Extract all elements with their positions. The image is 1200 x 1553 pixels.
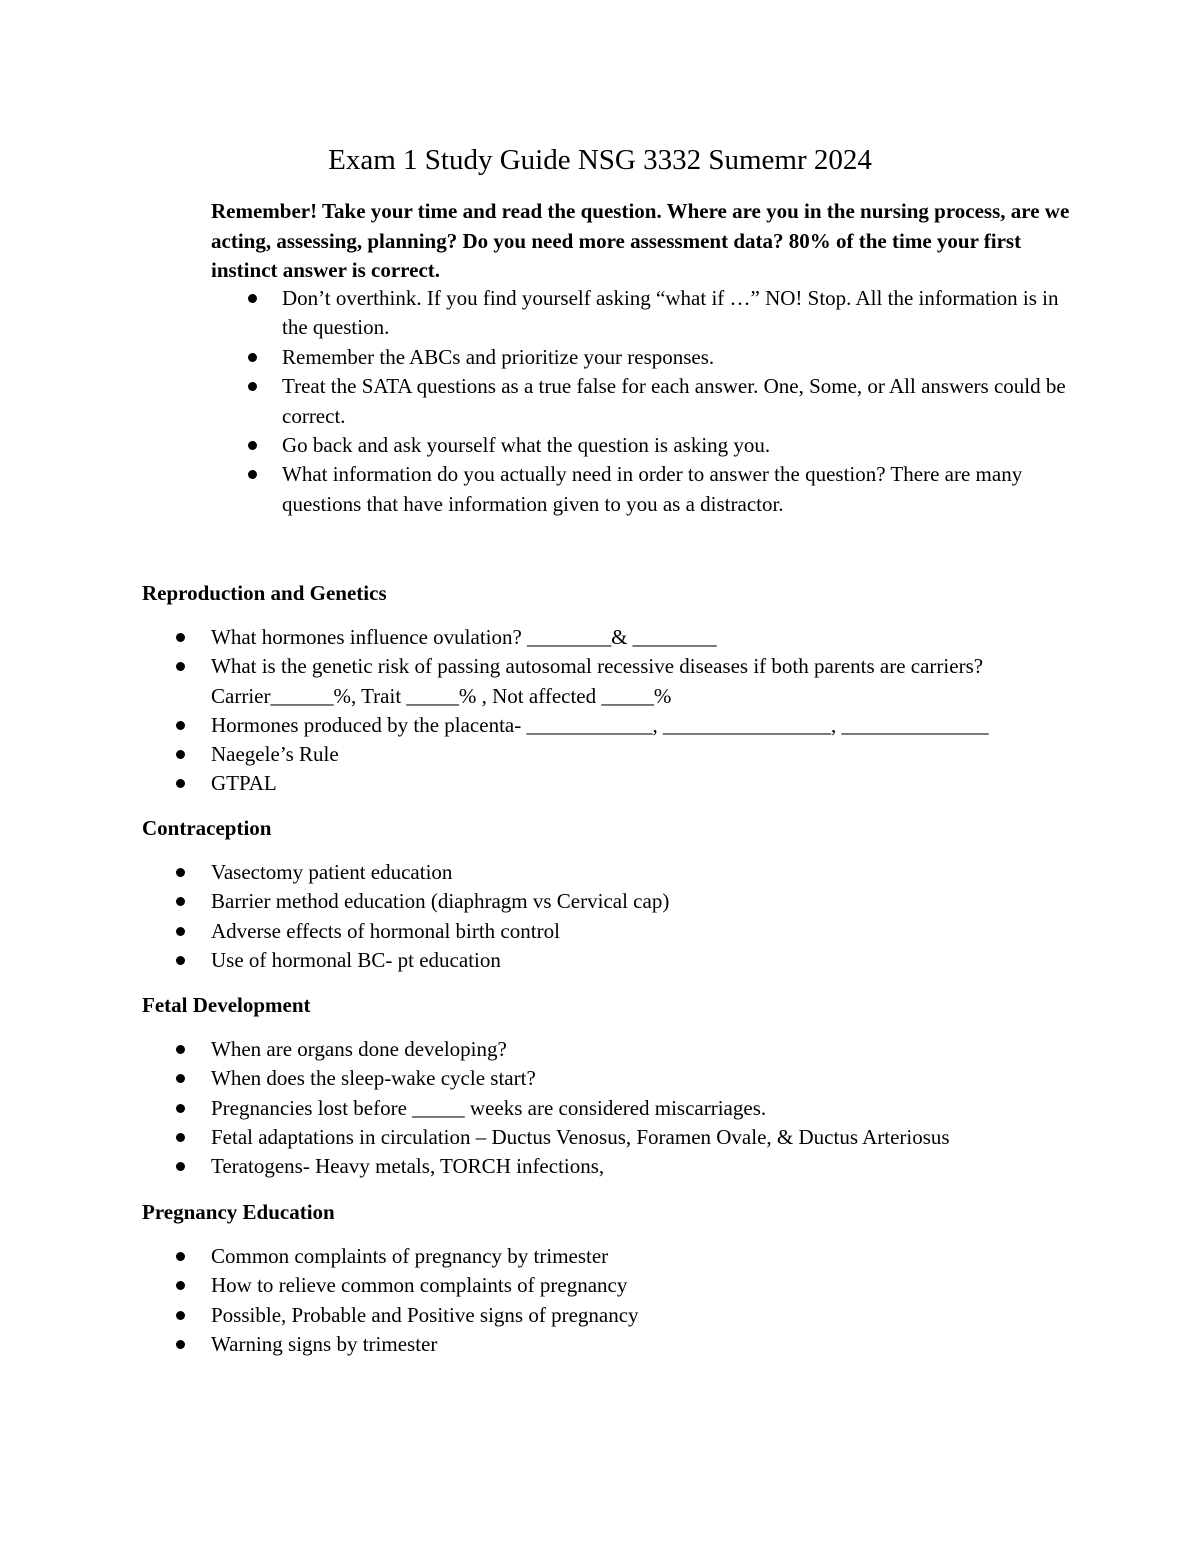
section-pregnancy-education (142, 1198, 1082, 1359)
bullet-icon (176, 721, 185, 730)
list-item-text: How to relieve common complaints of pregnancy (211, 1273, 628, 1298)
tip-text: What information do you actually need in order to answer the question? There are many questions that have information given to you as a distractor. (282, 462, 1023, 516)
bullet-icon (176, 779, 185, 788)
list-item-text: Teratogens- Heavy metals, TORCH infections, (211, 1154, 605, 1179)
list-item-text: What is the genetic risk of passing autosomal recessive diseases if both parents are carriers? Carrier______%, Trait _____% , Not affected _____% (211, 654, 984, 708)
tip-text: Remember the ABCs and prioritize your responses. (282, 344, 715, 369)
bullet-icon (176, 662, 185, 671)
bullet-icon (176, 927, 185, 936)
section-heading: Fetal Development (142, 993, 311, 1017)
section-list (142, 1242, 1082, 1359)
list-item-text: When are organs done developing? (211, 1037, 507, 1061)
list-item (142, 711, 1082, 740)
section-heading: Reproduction and Genetics (142, 581, 387, 605)
section-list (142, 623, 1082, 799)
list-item-text: Vasectomy patient education (211, 860, 453, 884)
list-item (142, 740, 1082, 769)
list-item (142, 1035, 1082, 1064)
bullet-icon (248, 294, 257, 303)
bullet-icon (176, 633, 185, 642)
bullet-icon (176, 1074, 185, 1083)
list-item-text: Adverse effects of hormonal birth control (211, 918, 560, 943)
section-contraception (142, 814, 1082, 975)
bullet-icon (176, 1045, 185, 1054)
bullet-icon (248, 470, 257, 479)
tip-item (211, 284, 1071, 343)
document-title: Exam 1 Study Guide NSG 3332 Sumemr 2024 (328, 144, 872, 176)
bullet-icon (248, 382, 257, 391)
list-item-text: Barrier method education (diaphragm vs Cervical cap) (211, 889, 670, 914)
bullet-icon (176, 897, 185, 906)
list-item (142, 1064, 1082, 1093)
intro-reminder: Remember! Take your time and read the question. Where are you in the nursing process, are we acting, assessing, planning? Do you need more assessment data? 80% of the time your first instinct answer is correct. (211, 199, 1070, 283)
tip-item (211, 460, 1071, 519)
bullet-icon (176, 1104, 185, 1113)
section-fetal-development (142, 991, 1082, 1181)
section-reproduction-genetics (142, 579, 1082, 799)
list-item (142, 623, 1082, 652)
section-list (142, 858, 1082, 975)
list-item (142, 887, 1082, 916)
list-item-text: Possible, Probable and Positive signs of pregnancy (211, 1302, 639, 1327)
list-item (142, 652, 1082, 711)
section-list (142, 1035, 1082, 1181)
bullet-icon (176, 1133, 185, 1142)
bullet-icon (176, 956, 185, 965)
list-item-text: GTPAL (211, 771, 277, 796)
bullet-icon (176, 750, 185, 759)
list-item (142, 917, 1082, 946)
bullet-icon (176, 868, 185, 877)
bullet-icon (176, 1252, 185, 1261)
list-item-text: Naegele’s Rule (211, 742, 339, 767)
list-item-text: What hormones influence ovulation? ________& ________ (211, 625, 717, 649)
list-item-text: Pregnancies lost before _____ weeks are considered miscarriages. (211, 1095, 767, 1120)
list-item (142, 1123, 1082, 1152)
bullet-icon (176, 1311, 185, 1320)
list-item (142, 1242, 1082, 1271)
list-item-text: Hormones produced by the placenta- ____________, ________________, ______________ (211, 712, 989, 737)
tip-item (211, 343, 1071, 372)
bullet-icon (248, 441, 257, 450)
list-item-text: When does the sleep-wake cycle start? (211, 1066, 536, 1091)
list-item-text: Warning signs by trimester (211, 1331, 438, 1356)
tip-text: Don’t overthink. If you find yourself asking “what if …” NO! Stop. All the information is in the question. (282, 286, 1059, 340)
list-item (142, 946, 1082, 975)
list-item-text: Use of hormonal BC- pt education (211, 947, 501, 972)
section-heading: Contraception (142, 816, 272, 840)
bullet-icon (248, 353, 257, 362)
list-item (142, 1330, 1082, 1359)
tip-item (211, 431, 1071, 460)
tips-list (211, 284, 1071, 519)
bullet-icon (176, 1281, 185, 1290)
list-item (142, 858, 1082, 887)
tip-text: Go back and ask yourself what the question is asking you. (282, 433, 771, 458)
list-item (142, 1152, 1082, 1181)
list-item (142, 769, 1082, 798)
tip-text: Treat the SATA questions as a true false for each answer. One, Some, or All answers could be correct. (282, 374, 1066, 428)
tip-item (211, 372, 1071, 431)
bullet-icon (176, 1340, 185, 1349)
list-item-text: Common complaints of pregnancy by trimester (211, 1244, 609, 1268)
list-item-text: Fetal adaptations in circulation – Ductus Venosus, Foramen Ovale, & Ductus Arteriosus (211, 1124, 950, 1149)
list-item (142, 1271, 1082, 1300)
section-heading: Pregnancy Education (142, 1200, 335, 1224)
list-item (142, 1301, 1082, 1330)
list-item (142, 1094, 1082, 1123)
bullet-icon (176, 1162, 185, 1171)
